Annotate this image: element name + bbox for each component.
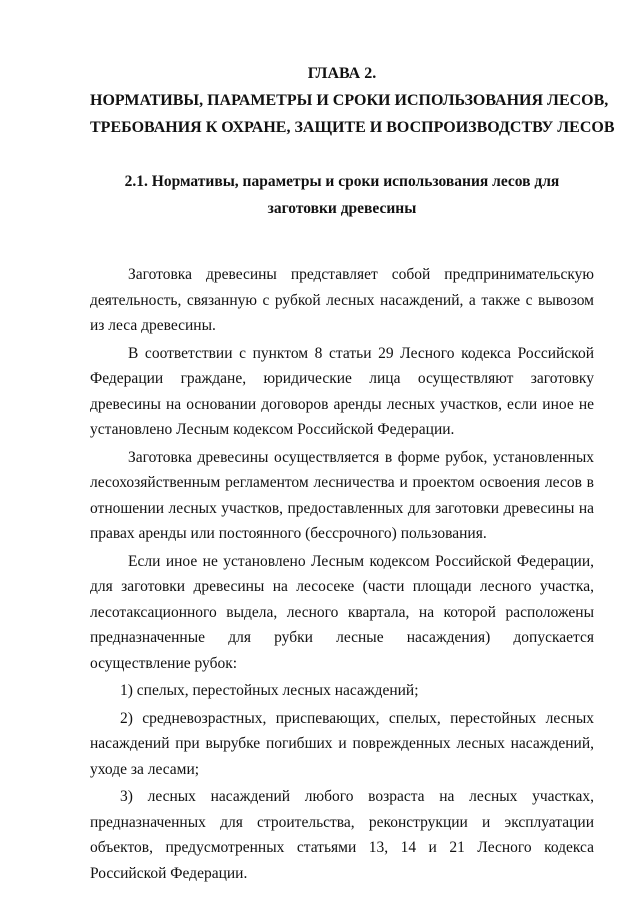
chapter-number: ГЛАВА 2. bbox=[307, 65, 377, 82]
paragraph-2: В соответствии с пунктом 8 статьи 29 Лесного кодекса Российской Федерации граждане, юридические лица осуществляют заготовку древесины на основании договоров аренды лесных участков, если иное не установлено Лесным кодексом Российской Федерации. bbox=[90, 344, 594, 438]
chapter-title-line-1: НОРМАТИВЫ, ПАРАМЕТРЫ И СРОКИ ИСПОЛЬЗОВАНИЯ ЛЕСОВ, bbox=[90, 92, 609, 109]
chapter-title-line-2: ТРЕБОВАНИЯ К ОХРАНЕ, ЗАЩИТЕ И ВОСПРОИЗВОДСТВУ ЛЕСОВ bbox=[90, 119, 615, 136]
chapter-header bbox=[90, 60, 615, 141]
list-item-3: 3) лесных насаждений любого возраста на лесных участках, предназначенных для строительства, реконструкции и эксплуатации объектов, предусмотренных статьями 13, 14 и 21 Лесного кодекса Российской Федерации. bbox=[90, 788, 594, 882]
list-item-1: 1) спелых, перестойных лесных насаждений; bbox=[120, 682, 419, 699]
section-heading: 2.1. Нормативы, параметры и сроки использования лесов для заготовки древесины bbox=[124, 173, 560, 217]
list-item-2: 2) средневозрастных, приспевающих, спелых, перестойных лесных насаждений при вырубке погибших и поврежденных лесных насаждений, уходе за лесами; bbox=[90, 709, 594, 778]
paragraph-1: Заготовка древесины представляет собой предпринимательскую деятельность, связанную с рубкой лесных насаждений, а также с вывозом из леса древесины. bbox=[90, 266, 594, 334]
paragraph-4: Если иное не установлено Лесным кодексом Российской Федерации, для заготовки древесины на лесосеке (части площади лесного участка, лесотаксационного выдела, лесного квартала, на которой расположены предназначенные для рубки лесные насаждения) допускается осуществление рубок: bbox=[90, 552, 594, 672]
paragraph-3: Заготовка древесины осуществляется в форме рубок, установленных лесохозяйственным регламентом лесничества и проектом освоения лесов в отношении лесных участков, предоставленных для заготовки древесины на правах аренды или постоянного (бессрочного) пользования. bbox=[90, 448, 594, 542]
